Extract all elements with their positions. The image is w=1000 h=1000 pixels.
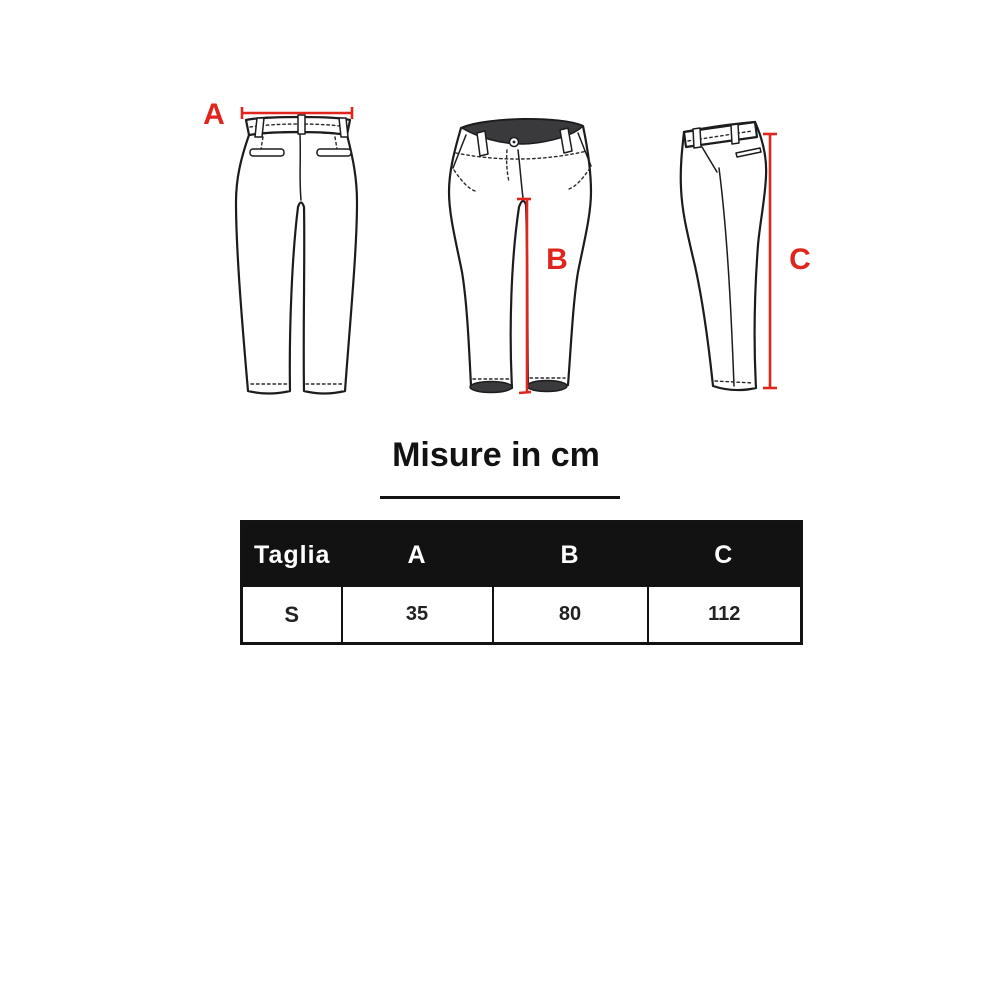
size-table (240, 520, 803, 645)
side-body-outline (681, 122, 766, 390)
cell-b-value: 80 (493, 587, 648, 644)
measure-label-a: A (203, 98, 225, 131)
col-header-c: C (648, 522, 802, 588)
cell-c-value: 112 (648, 587, 802, 644)
pants-front-view (449, 119, 591, 393)
back-center-seam (300, 135, 301, 200)
page-title: Misure in cm (392, 436, 600, 474)
front-body-outline (449, 119, 591, 390)
front-hem-openings-dark (470, 381, 567, 393)
col-header-b: B (493, 522, 648, 588)
col-header-a: A (342, 522, 493, 588)
col-header-taglia: Taglia (242, 522, 342, 588)
measure-label-c: C (789, 243, 811, 276)
pants-diagrams (0, 0, 1000, 470)
pants-back-view (203, 98, 357, 394)
size-table-row-s (242, 587, 802, 644)
back-body-outline (236, 132, 357, 394)
measure-label-b: B (546, 243, 568, 276)
pants-side-view (681, 122, 811, 390)
front-button-center (513, 141, 516, 144)
title-underline (380, 496, 620, 499)
cell-a-value: 35 (342, 587, 493, 644)
cell-taglia-value: S (242, 587, 342, 644)
size-table-header-row (242, 522, 802, 588)
